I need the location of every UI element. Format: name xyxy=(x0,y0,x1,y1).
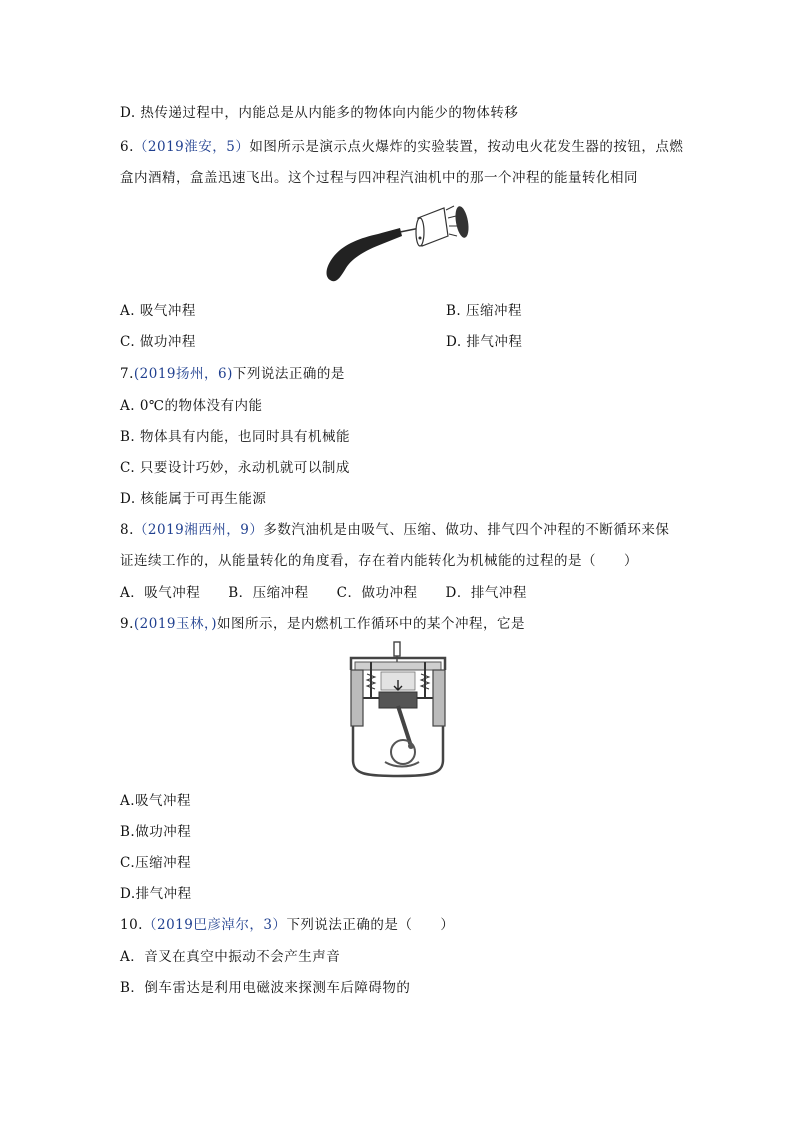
q6-option-b: B. 压缩冲程 xyxy=(446,303,523,319)
q9-option-c: C.压缩冲程 xyxy=(120,855,192,871)
spark-plug xyxy=(394,642,400,656)
q6-number: 6. xyxy=(120,139,134,155)
q9-option-d: D.排气冲程 xyxy=(120,886,192,902)
q6-option-a: A. 吸气冲程 xyxy=(120,303,196,319)
q7-option-d: D. 核能属于可再生能源 xyxy=(120,491,267,507)
q5-option-d: D. 热传递过程中，内能总是从内能多的物体向内能少的物体转移 xyxy=(120,105,519,121)
q7-stem-text: 下列说法正确的是 xyxy=(232,366,345,382)
q9-stem-text: 如图所示，是内燃机工作循环中的某个冲程，它是 xyxy=(217,616,526,632)
q7-stem xyxy=(120,365,345,383)
q10-number: 10. xyxy=(120,917,143,933)
q9-option-b: B.做功冲程 xyxy=(120,824,192,840)
electrode-dot xyxy=(419,237,422,240)
crank-pin xyxy=(408,743,414,749)
piston xyxy=(379,692,417,708)
q10-source: （2019巴彦淖尔，3） xyxy=(142,917,287,933)
q7-option-b: B. 物体具有内能，也同时具有机械能 xyxy=(120,429,351,445)
q8-options: A．吸气冲程 B．压缩冲程 C．做功冲程 D．排气冲程 xyxy=(120,585,527,601)
q8-stem-line2: 证连续工作的，从能量转化的角度看，存在着内能转化为机械能的过程的是（ ） xyxy=(120,553,638,569)
q7-option-a: A. 0℃的物体没有内能 xyxy=(120,398,263,414)
q6-stem-text1: 如图所示是演示点火爆炸的实验装置，按动电火花发生器的按钮，点燃 xyxy=(249,139,684,155)
q9-number: 9. xyxy=(120,616,134,632)
q8-number: 8. xyxy=(120,522,134,538)
crankcase xyxy=(353,726,443,776)
igniter-handle xyxy=(327,228,402,281)
box-base xyxy=(416,218,424,246)
flying-lid xyxy=(453,205,470,239)
q9-stem xyxy=(120,615,525,633)
q8-source: （2019湘西州，9） xyxy=(133,522,264,538)
head-block xyxy=(355,662,441,670)
q10-stem-text: 下列说法正确的是（ ） xyxy=(286,917,455,933)
q6-source: （2019淮安，5） xyxy=(133,139,250,155)
engine-cylinder-figure xyxy=(345,640,451,778)
q10-option-a: A．音叉在真空中振动不会产生声音 xyxy=(120,949,341,965)
q6-option-d: D. 排气冲程 xyxy=(446,334,523,350)
motion-line xyxy=(446,206,454,210)
q7-source: (2019扬州，6) xyxy=(133,366,233,382)
q7-number: 7. xyxy=(120,366,134,382)
cylinder-wall-left xyxy=(351,670,363,726)
cylinder-wall-right xyxy=(433,670,445,726)
q10-option-b: B．倒车雷达是利用电磁波来探测车后障碍物的 xyxy=(120,980,411,996)
motion-line xyxy=(449,234,457,236)
spark-igniter-figure xyxy=(322,196,472,288)
q9-option-a: A.吸气冲程 xyxy=(120,793,192,809)
q10-stem xyxy=(120,916,454,934)
q6-stem-line2: 盒内酒精，盒盖迅速飞出。这个过程与四冲程汽油机中的那一个冲程的能量转化相同 xyxy=(120,170,638,186)
q7-option-c: C. 只要设计巧妙，永动机就可以制成 xyxy=(120,460,350,476)
q9-source: (2019玉林，) xyxy=(133,616,218,632)
q6-stem-line1 xyxy=(120,138,683,156)
q8-stem-text1: 多数汽油机是由吸气、压缩、做功、排气四个冲程的不断循环来保 xyxy=(263,522,670,538)
motion-line xyxy=(448,216,456,218)
q6-option-c: C. 做功冲程 xyxy=(120,334,196,350)
q8-stem-line1 xyxy=(120,521,669,539)
